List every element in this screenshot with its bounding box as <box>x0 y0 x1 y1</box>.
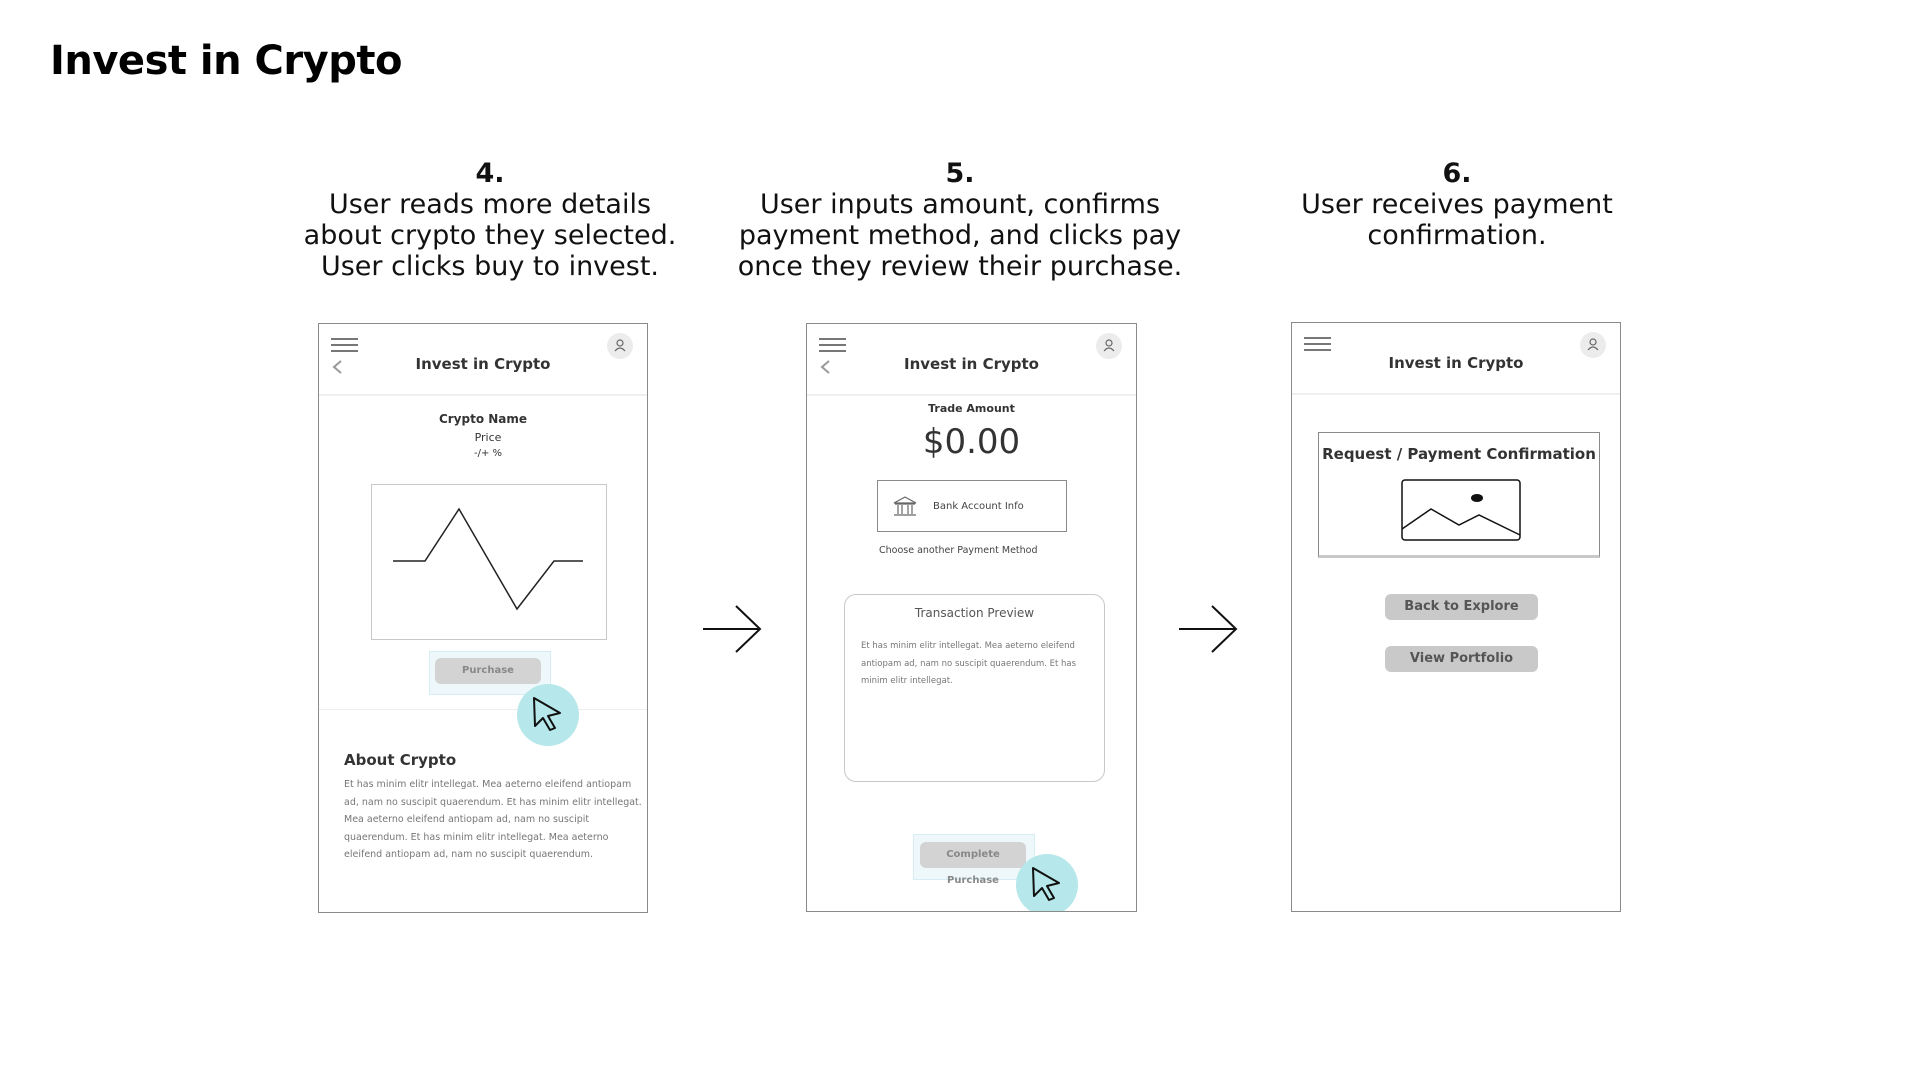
hamburger-menu-icon[interactable] <box>819 338 846 354</box>
confirmation-title: Request / Payment Confirmation <box>1322 445 1596 463</box>
crypto-price: Price <box>474 431 502 444</box>
app-header <box>1292 323 1620 395</box>
bank-icon <box>892 496 918 518</box>
step-text: confirmation. <box>1367 220 1547 251</box>
hamburger-menu-icon[interactable] <box>331 338 358 354</box>
step-text: User reads more details <box>328 189 652 220</box>
step-number: 4. <box>475 158 505 189</box>
details-screen <box>318 323 648 913</box>
bank-account-label: Bank Account Info <box>933 501 1024 512</box>
payment-screen <box>806 323 1137 912</box>
step-text: User clicks buy to invest. <box>320 251 660 282</box>
page-title: Invest in Crypto <box>50 38 402 84</box>
arrow-right-icon <box>700 603 764 655</box>
confirmation-screen <box>1291 322 1621 912</box>
transaction-preview-card <box>844 594 1105 782</box>
step-4-caption <box>260 158 720 282</box>
step-5-caption <box>730 158 1190 282</box>
crypto-name: Crypto Name <box>438 412 528 426</box>
transaction-preview-text: Et has minim elitr intellegat. Mea aeterno eleifend antiopam ad, nam no suscipit quaerendum. Et has minim elitr intellegat. <box>861 641 1077 686</box>
arrow-right-icon <box>1176 603 1240 655</box>
about-text: Et has minim elitr intellegat. Mea aeterno eleifend antiopam ad, nam no suscipit quaerendum. Et has minim elitr intellegat. Mea aeterno eleifend antiopam ad, nam no suscipit quaerendum. Et has minim elitr intellegat. Mea aeterno eleifend antiopam ad, nam no suscipit quaerendum. <box>344 779 642 860</box>
step-number: 5. <box>945 158 975 189</box>
step-text: payment method, and clicks pay <box>738 220 1182 251</box>
screen-title: Invest in Crypto <box>415 355 551 373</box>
screen-title: Invest in Crypto <box>904 355 1039 373</box>
trade-amount-input[interactable]: $0.00 <box>922 422 1021 462</box>
trade-amount-label: Trade Amount <box>928 402 1015 415</box>
cursor-icon <box>530 695 566 733</box>
complete-purchase-button[interactable]: Complete Purchase <box>920 842 1026 868</box>
bank-account-selector[interactable] <box>877 480 1067 532</box>
step-text: once they review their purchase. <box>737 251 1183 282</box>
price-line <box>393 509 583 609</box>
step-text: about crypto they selected. <box>303 220 677 251</box>
click-indicator <box>1016 854 1078 912</box>
image-placeholder-icon <box>1401 479 1521 541</box>
cursor-icon <box>1029 865 1065 903</box>
view-portfolio-button[interactable]: View Portfolio <box>1385 646 1538 672</box>
choose-payment-method-link[interactable]: Choose another Payment Method <box>879 545 1038 556</box>
section-divider <box>319 709 647 710</box>
step-number: 6. <box>1442 158 1472 189</box>
app-header <box>807 324 1136 396</box>
about-title: About Crypto <box>344 751 457 769</box>
purchase-button[interactable]: Purchase <box>435 658 541 684</box>
price-change: -/+ % <box>473 448 503 459</box>
back-to-explore-button[interactable]: Back to Explore <box>1385 594 1538 620</box>
app-header <box>319 324 647 396</box>
price-chart <box>371 484 607 640</box>
step-text: User receives payment <box>1301 189 1613 220</box>
transaction-preview-title: Transaction Preview <box>914 606 1035 620</box>
click-indicator <box>517 684 579 746</box>
payment-confirmation-card <box>1318 432 1600 558</box>
step-text: User inputs amount, confirms <box>759 189 1161 220</box>
hamburger-menu-icon[interactable] <box>1304 337 1331 353</box>
step-6-caption <box>1227 158 1687 251</box>
screen-title: Invest in Crypto <box>1388 354 1524 372</box>
